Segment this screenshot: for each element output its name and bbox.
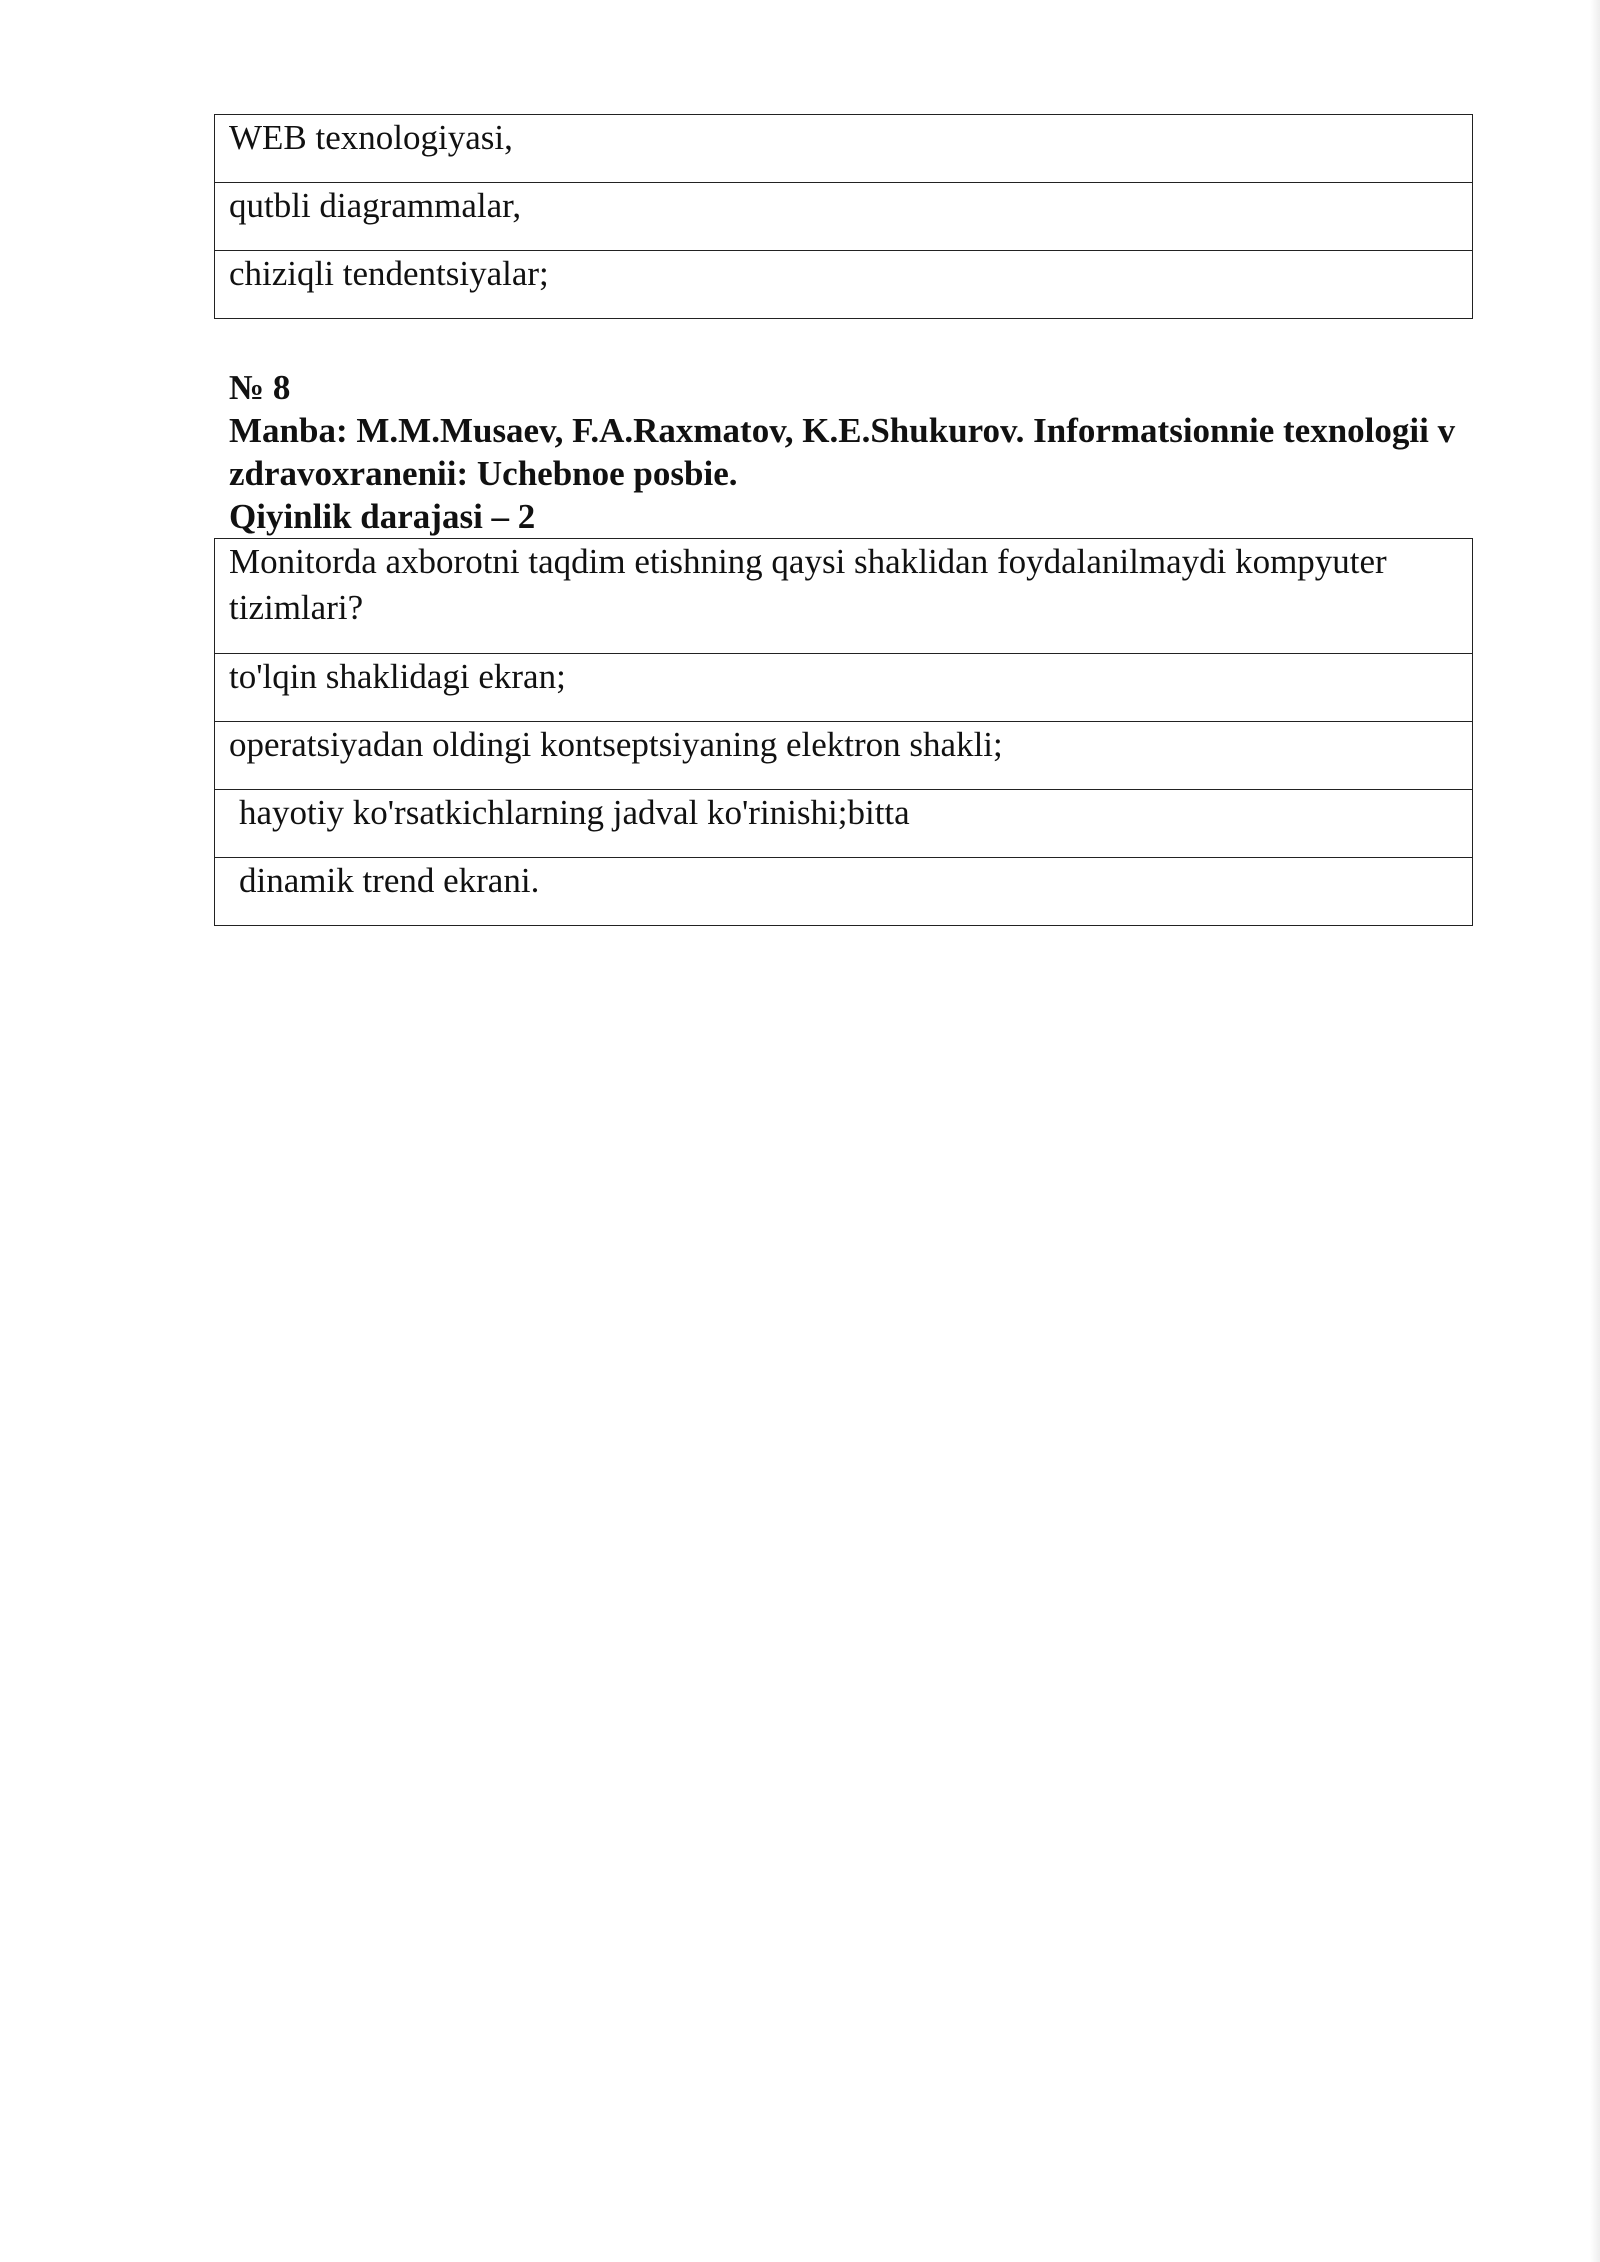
page-edge-shadow <box>1590 0 1600 2262</box>
table-row <box>215 722 1473 790</box>
question-difficulty: Qiyinlik darajasi – 2 <box>229 497 536 536</box>
answer-option: to'lqin shaklidagi ekran; <box>215 654 1473 722</box>
question-source: Manba: M.M.Musaev, F.A.Raxmatov, K.E.Shukurov. Informatsionnie texnologii v zdravoxranenii: Uchebnoe posbie. <box>229 411 1464 493</box>
answer-option: chiziqli tendentsiyalar; <box>215 251 1473 319</box>
answer-option: WEB texnologiyasi, <box>215 115 1473 183</box>
table-row <box>215 183 1473 251</box>
question-number: № 8 <box>229 368 291 407</box>
answer-option: dinamik trend ekrani. <box>215 858 1473 926</box>
table-row <box>215 115 1473 183</box>
question-text: Monitorda axborotni taqdim etishning qaysi shaklidan foydalanilmaydi kompyuter tizimlari? <box>215 539 1473 654</box>
answer-option: operatsiyadan oldingi kontseptsiyaning elektron shakli; <box>215 722 1473 790</box>
table-row <box>215 858 1473 926</box>
previous-answers-table <box>214 114 1473 319</box>
table-row <box>215 539 1473 654</box>
question-table <box>214 538 1473 926</box>
answer-option: hayotiy ko'rsatkichlarning jadval ko'rinishi;bitta <box>215 790 1473 858</box>
table-row <box>215 790 1473 858</box>
table-row <box>215 251 1473 319</box>
question-heading <box>229 366 1469 538</box>
table-row <box>215 654 1473 722</box>
answer-option: qutbli diagrammalar, <box>215 183 1473 251</box>
